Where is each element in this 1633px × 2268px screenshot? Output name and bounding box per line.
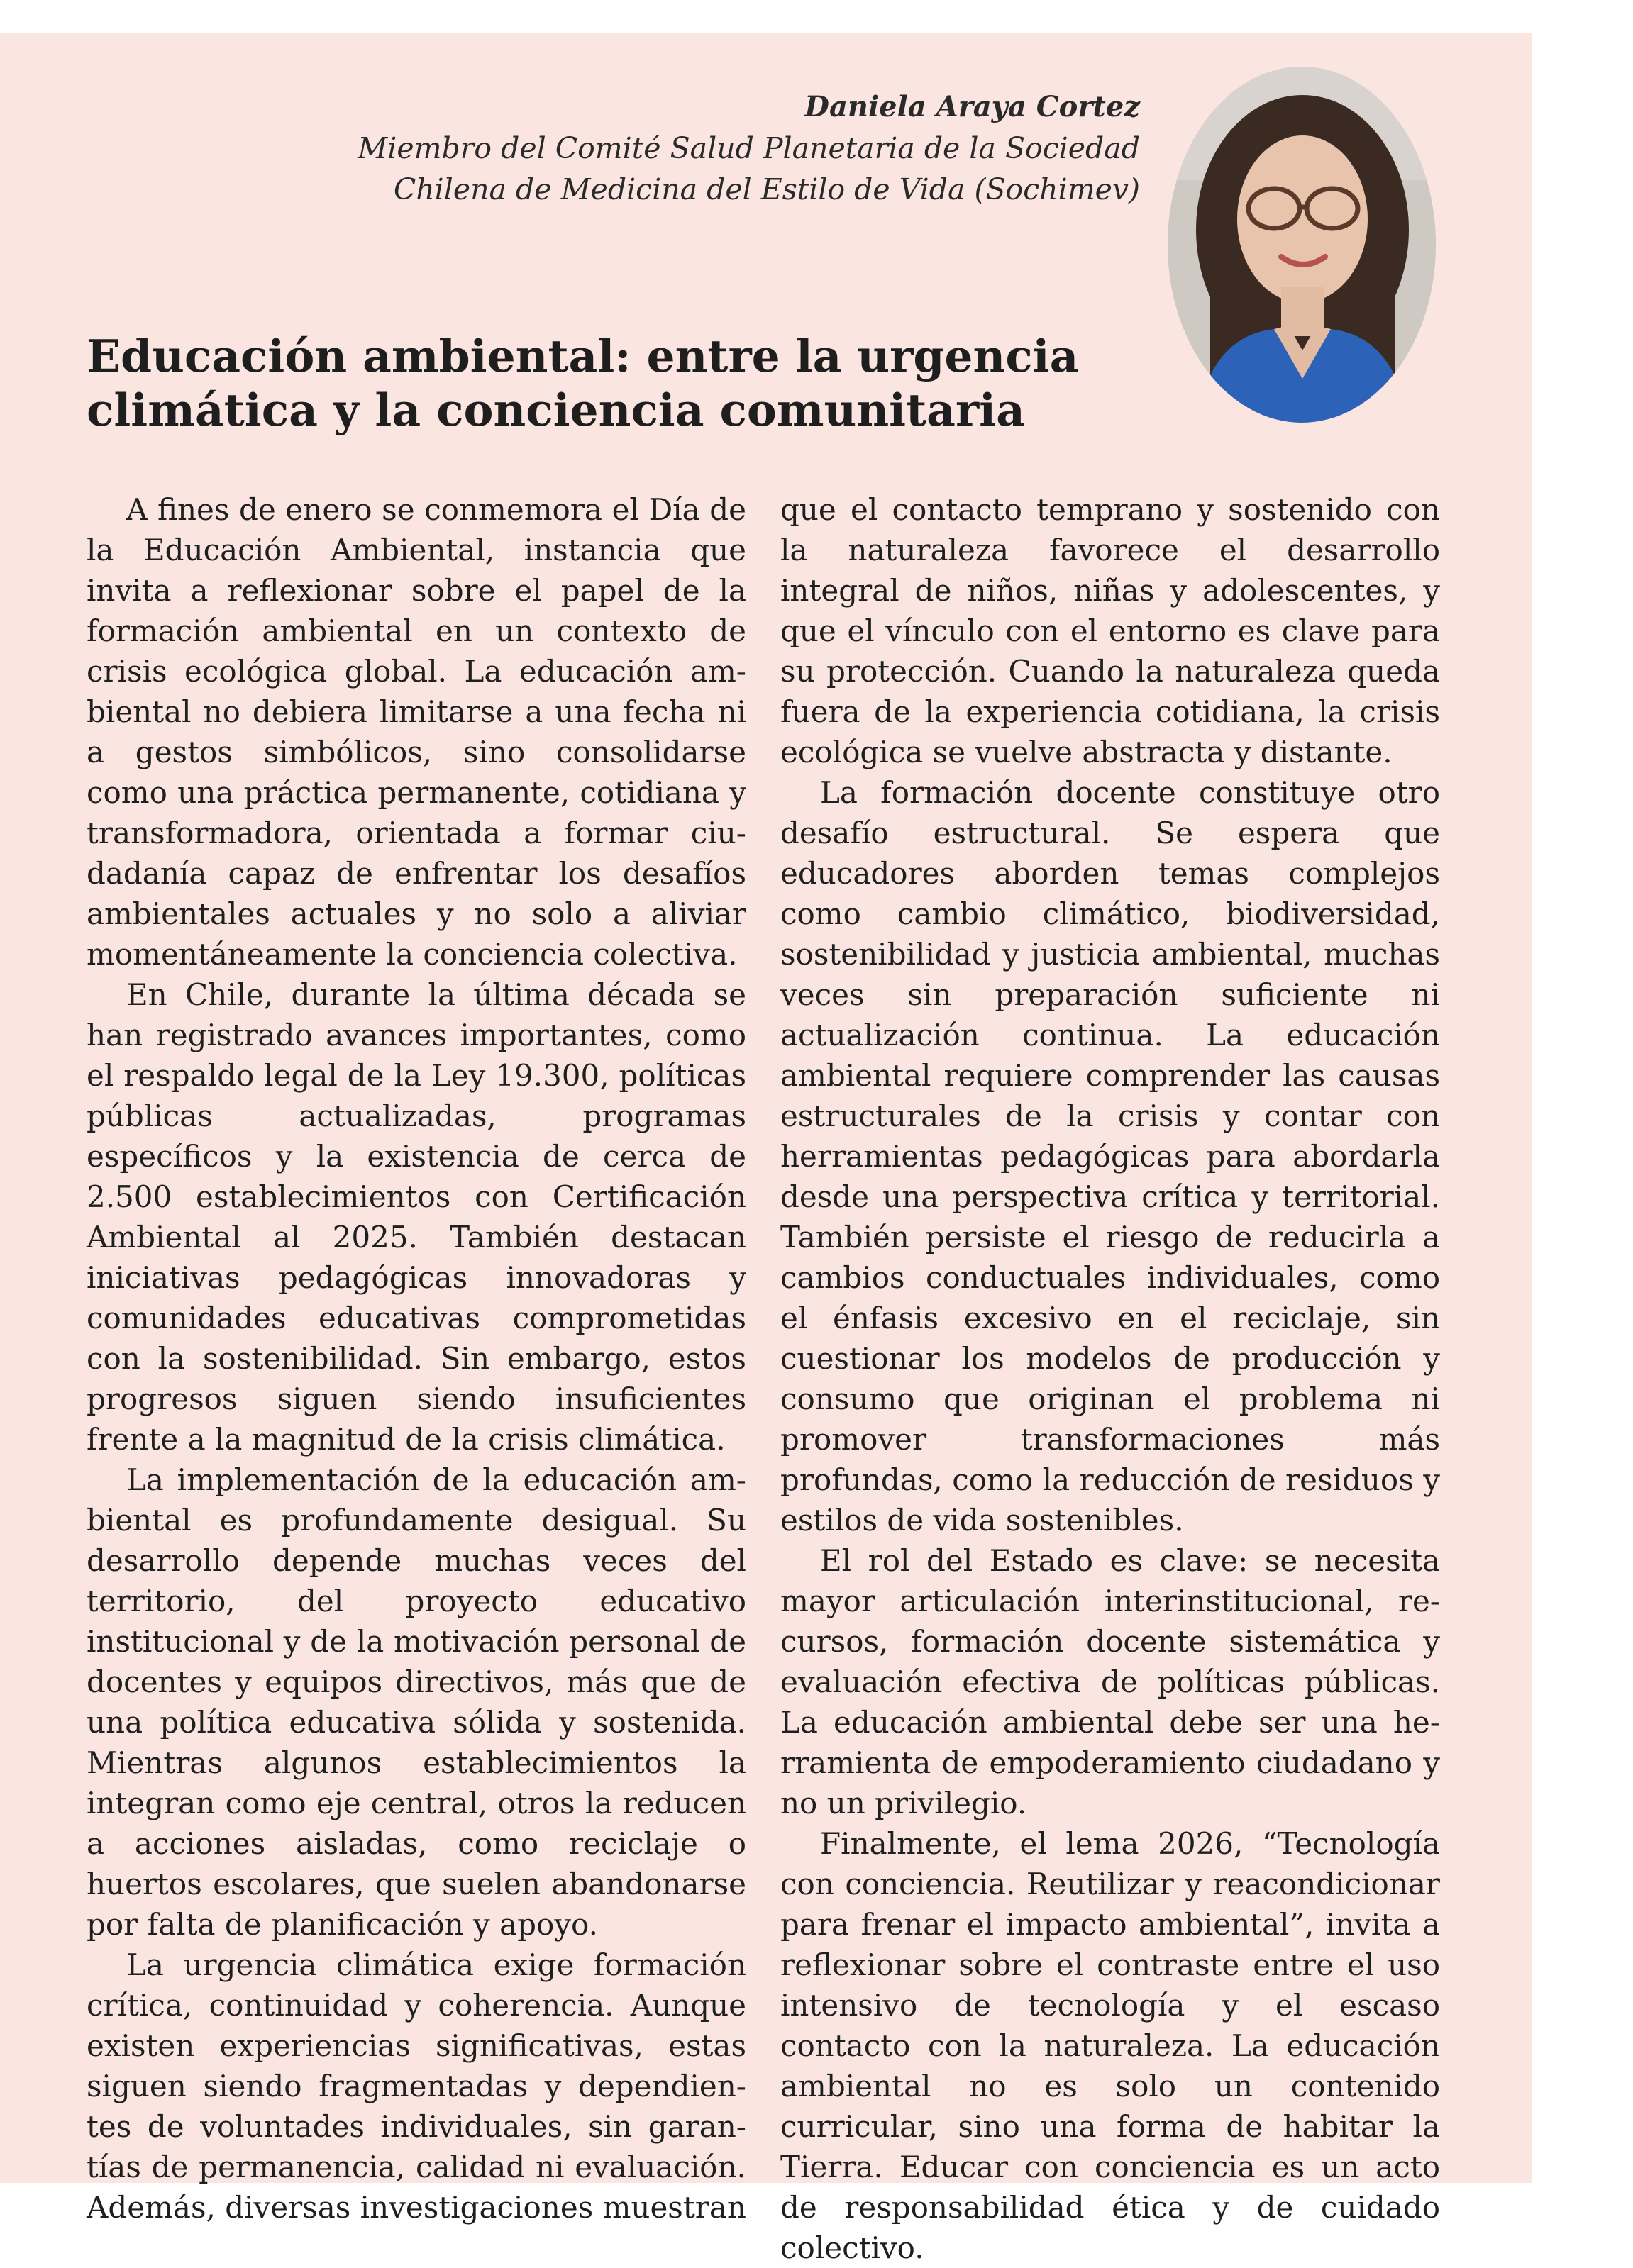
author-role-line-2: Chilena de Medicina del Estilo de Vida (Sochimev) [393, 172, 1140, 206]
article-paragraph: El rol del Estado es clave: se necesita mayor articulación interinstitucional, recursos, formación docente sistemática y evaluación efectiva de políticas públicas. La educación ambiental debe ser una herramienta de empoderamiento ciudadano y no un privilegio. [780, 1543, 1440, 1820]
article-paragraph: que el contacto temprano y sostenido con la naturaleza favorece el desarrollo integral de niños, niñas y adolescentes, y que el vínculo con el entorno es clave para su protección. Cuando la naturaleza queda fuera de la experiencia cotidiana, la crisis ecológica se vuelve abstracta y distante. [780, 492, 1440, 769]
article-paragraph: A fines de enero se conmemora el Día de la Educación Ambiental, instancia que invita a reflexionar sobre el papel de la formación ambiental en un contexto de crisis ecológica global. La educación ambiental no debiera limitarse a una fecha ni a gestos simbólicos, sino consolidarse como una práctica permanente, cotidiana y transformadora, orientada a formar ciudadanía capaz de enfrentar los desafíos ambientales actuales y no solo a aliviar momentáneamente la conciencia colectiva. [87, 492, 746, 972]
author-name: Daniela Araya Cortez [804, 90, 1140, 123]
article-page [0, 33, 1532, 2265]
author-byline [358, 87, 1140, 210]
article-column-right [780, 489, 1440, 2268]
article-paragraph: La implementación de la educación ambiental es profundamente desigual. Su desarrollo depende muchas veces del territorio, del proyecto educativo institucional y de la motivación personal de docentes y equipos directivos, más que de una política educativa sólida y sostenida. Mientras algunos establecimientos la integran como eje central, otros la reducen a acciones aisladas, como reciclaje o huertos escolares, que suelen abandonarse por falta de planificación y apoyo. [87, 1462, 746, 1942]
article-paragraph: La urgencia climática exige formación crítica, continuidad y coherencia. Aunque existen experiencias significativas, estas siguen siendo fragmentadas y dependientes de voluntades individuales, sin garantías de permanencia, calidad ni evaluación. Además, diversas investigaciones muestran [87, 1947, 746, 2225]
article-title: Educación ambiental: entre la urgencia climática y la conciencia comunitaria [87, 330, 1079, 436]
article-column-left [87, 489, 746, 2228]
author-role-line-1: Miembro del Comité Salud Planetaria de la Sociedad [358, 131, 1140, 165]
article-paragraph: Finalmente, el lema 2026, “Tecnología con conciencia. Reutilizar y reacondicionar para frenar el impacto ambiental”, invita a reflexionar sobre el contraste entre el uso intensivo de tecnología y el escaso contacto con la naturaleza. La educación ambiental no es solo un contenido curricular, sino una forma de habitar la Tierra. Educar con conciencia es un acto de responsabilidad ética y de cuidado colectivo. [780, 1826, 1440, 2265]
author-portrait [1168, 67, 1436, 423]
article-paragraph: En Chile, durante la última década se han registrado avances importantes, como el respaldo legal de la Ley 19.300, políticas públicas actualizadas, programas específicos y la existencia de cerca de 2.500 establecimientos con Certificación Ambiental al 2025. También destacan iniciativas pedagógicas innovadoras y comunidades educativas comprometidas con la sostenibilidad. Sin embargo, estos progresos siguen siendo insuficientes frente a la magnitud de la crisis climática. [87, 977, 746, 1457]
article-paragraph: La formación docente constituye otro desafío estructural. Se espera que educadores aborden temas complejos como cambio climático, biodiversidad, sostenibilidad y justicia ambiental, muchas veces sin preparación suficiente ni actualización continua. La educación ambiental requiere comprender las causas estructurales de la crisis y contar con herramientas pedagógicas para abordarla desde una perspectiva crítica y territorial. También persiste el riesgo de reducirla a cambios conductuales individuales, como el énfasis excesivo en el reciclaje, sin cuestionar los modelos de producción y consumo que originan el problema ni promover transformaciones más profundas, como la reducción de residuos y estilos de vida sostenibles. [780, 775, 1440, 1538]
